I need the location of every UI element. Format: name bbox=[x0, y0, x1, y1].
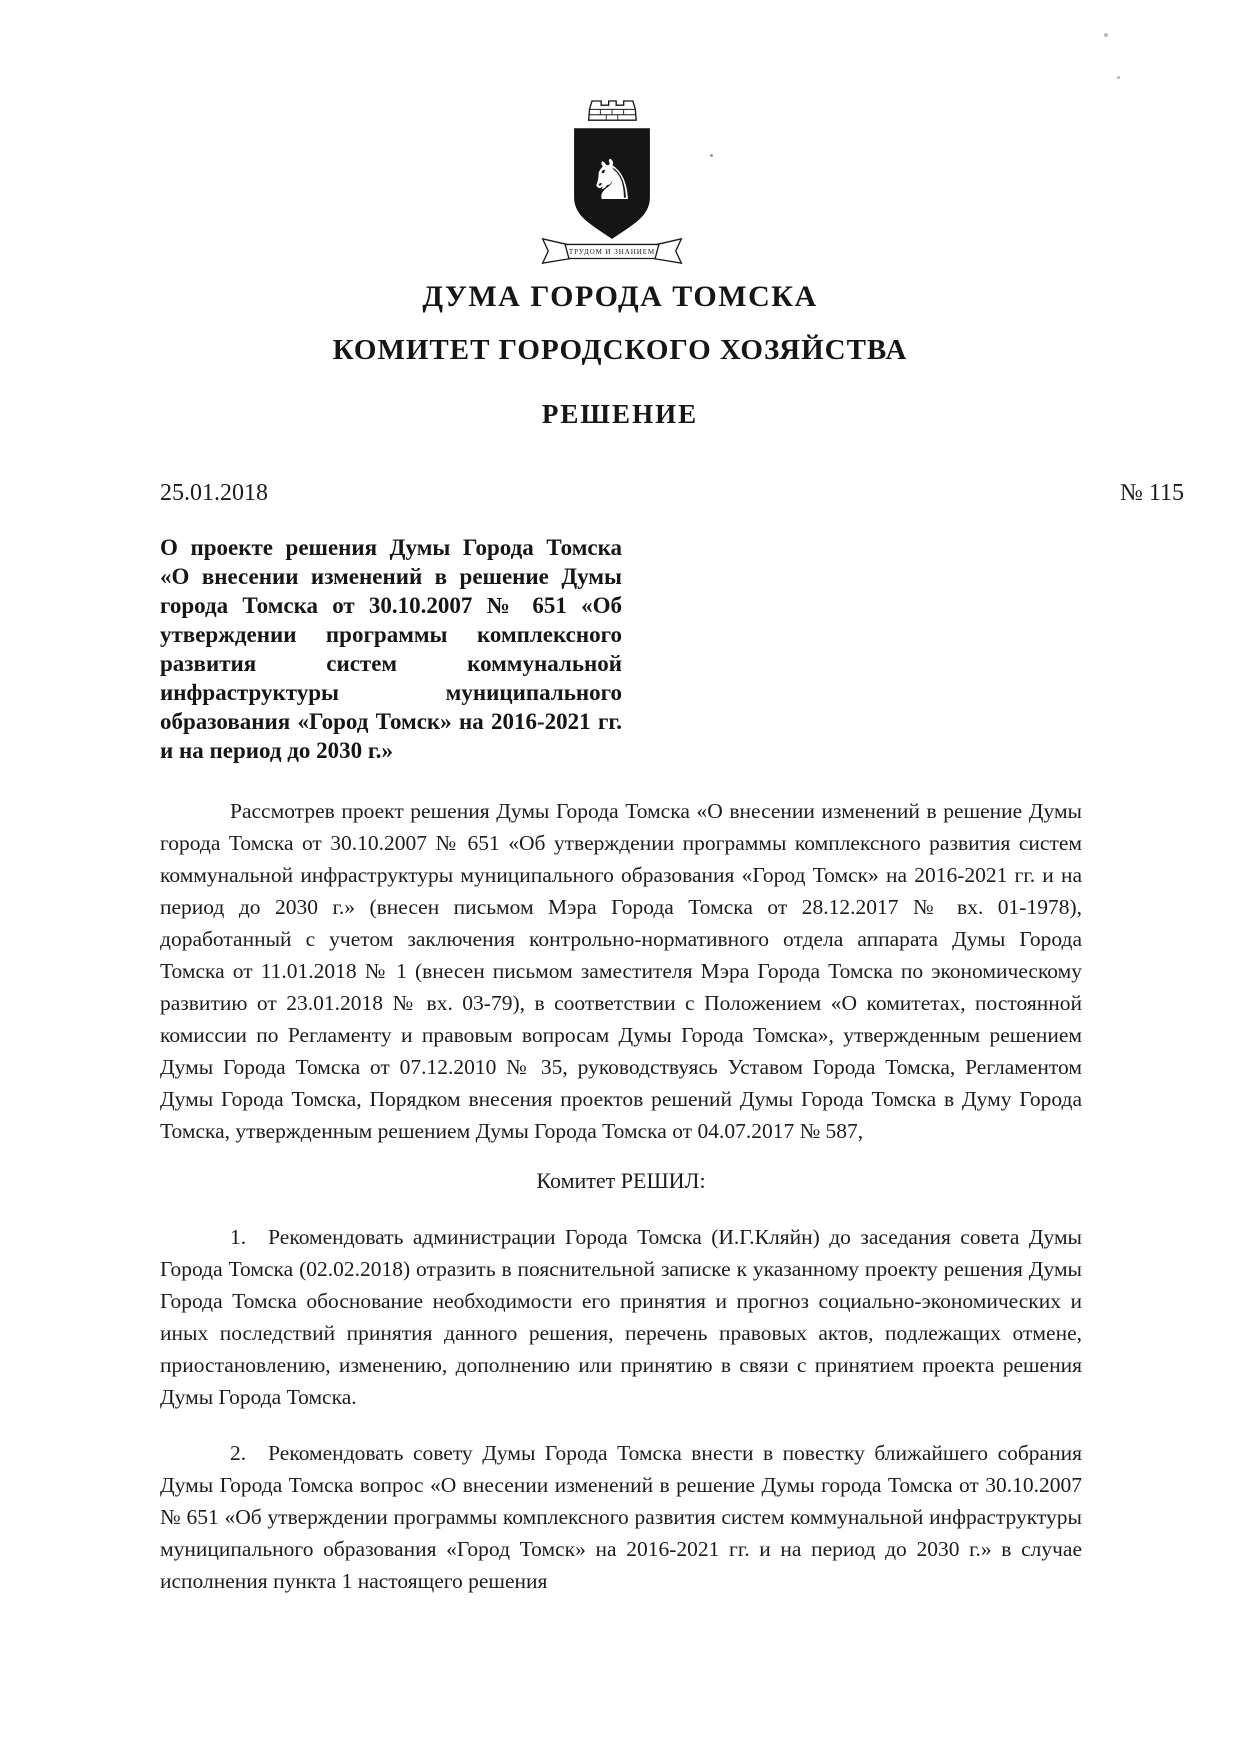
resolution-item-2 bbox=[160, 1437, 1082, 1597]
resolved-heading: Комитет РЕШИЛ: bbox=[536, 1168, 706, 1193]
document-number: № 115 bbox=[1119, 480, 1184, 506]
document-body bbox=[0, 795, 1240, 1597]
document-subject: О проекте решения Думы Города Томска «О внесении изменений в решение Думы города Томска от 30.10.2007 № 651 «Об утверждении программы комплексного развития систем коммунальной инфраструктуры муниципального образования «Город Томск» на 2016-2021 гг. и на период до 2030 г.» bbox=[160, 535, 622, 763]
tomsk-coat-of-arms bbox=[527, 98, 697, 266]
item-number: 2. bbox=[230, 1441, 247, 1465]
item-text: Рекомендовать администрации Города Томска (И.Г.Кляйн) до заседания совета Думы Города Томска (02.02.2018) отразить в пояснительной записке к указанному проекту решения Думы Города Томска обоснование необходимости его принятия и прогноз социально-экономических и иных последствий принятия данного решения, перечень правовых актов, подлежащих отмене, приостановлению, изменению, дополнению или принятию в связи с принятием проекта решения Думы Города Томска. bbox=[160, 1225, 1082, 1409]
resolution-item-1 bbox=[160, 1221, 1082, 1413]
organization-title: ДУМА ГОРОДА ТОМСКА bbox=[422, 280, 818, 313]
document-date: 25.01.2018 bbox=[160, 480, 268, 506]
motto-label: ТРУДОМ И ЗНАНИЕМ bbox=[568, 247, 656, 256]
meta-row bbox=[0, 480, 1240, 507]
item-text: Рекомендовать совету Думы Города Томска внести в повестку ближайшего собрания Думы Города Томска вопрос «О внесении изменений в решение Думы города Томска от 30.10.2007 № 651 «Об утверждении программы комплексного развития систем коммунальной инфраструктуры муниципального образования «Город Томск» на 2016-2021 гг. и на период до 2030 г.» в случае исполнения пункта 1 настоящего решения bbox=[160, 1441, 1082, 1593]
motto-ribbon bbox=[537, 236, 687, 266]
rearing-horse-icon: ♞ bbox=[587, 149, 637, 214]
document-type-title: РЕШЕНИЕ bbox=[541, 399, 699, 429]
scan-speck bbox=[1104, 33, 1108, 37]
committee-title: КОМИТЕТ ГОРОДСКОГО ХОЗЯЙСТВА bbox=[332, 334, 908, 366]
shield-with-horse-icon bbox=[567, 126, 657, 242]
scan-speck bbox=[1117, 76, 1120, 79]
preamble-paragraph: Рассмотрев проект решения Думы Города Томска «О внесении изменений в решение Думы города Томска от 30.10.2007 № 651 «Об утверждении программы комплексного развития систем коммунальной инфраструктуры муниципального образования «Город Томск» на 2016-2021 гг. и на период до 2030 г.» (внесен письмом Мэра Города Томска от 28.12.2017 № вх. 01-1978), доработанный с учетом заключения контрольно-нормативного отдела аппарата Думы Города Томска от 11.01.2018 № 1 (внесен письмом заместителя Мэра Города Томска по экономическому развитию от 23.01.2018 № вх. 03-79), в соответствии с Положением «О комитетах, постоянной комиссии по Регламенту и правовым вопросам Думы Города Томска», утвержденным решением Думы Города Томска от 07.12.2010 № 35, руководствуясь Уставом Города Томска, Регламентом Думы Города Томска, Порядком внесения проектов решений Думы Города Томска в Думу Города Томска, утвержденным решением Думы Города Томска от 04.07.2017 № 587, bbox=[160, 799, 1082, 1143]
item-number: 1. bbox=[230, 1225, 247, 1249]
mural-crown-icon bbox=[577, 98, 647, 124]
scan-speck bbox=[710, 154, 713, 157]
